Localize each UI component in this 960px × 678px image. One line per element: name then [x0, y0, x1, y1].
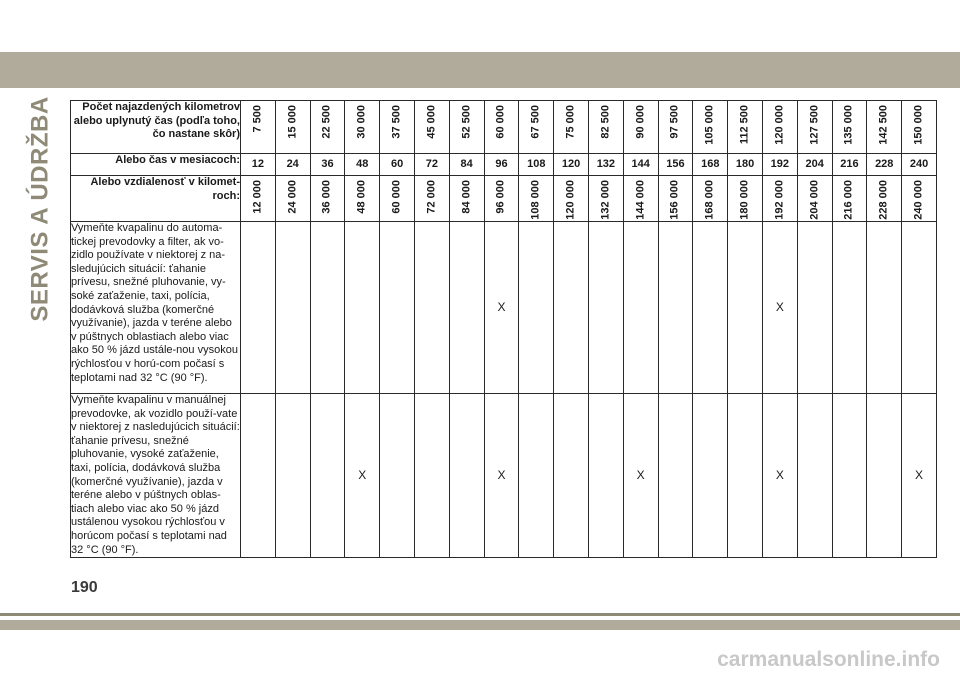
- distance-value: 96 000: [494, 180, 507, 214]
- distance-cell: [519, 176, 554, 222]
- months-value: 180: [728, 154, 763, 176]
- distance-cell: [728, 176, 763, 222]
- distance-cell: [658, 176, 693, 222]
- distance-cell: [902, 176, 937, 222]
- distance-value: 120 000: [564, 180, 577, 220]
- schedule-mark: [797, 222, 832, 394]
- schedule-mark: [380, 394, 415, 558]
- distance-value: 132 000: [599, 180, 612, 220]
- distance-cell: [449, 176, 484, 222]
- distance-value: 12 000: [251, 180, 264, 214]
- months-value: 192: [762, 154, 797, 176]
- mileage-cell: [414, 101, 449, 154]
- mileage-value: 37 500: [390, 105, 403, 139]
- schedule-mark: [728, 222, 763, 394]
- schedule-mark: X: [902, 394, 937, 558]
- mileage-value: 45 000: [425, 105, 438, 139]
- mileage-value: 60 000: [494, 105, 507, 139]
- schedule-mark: [519, 222, 554, 394]
- distance-value: 48 000: [355, 180, 368, 214]
- schedule-mark: [658, 394, 693, 558]
- schedule-mark: [449, 394, 484, 558]
- months-value: 228: [867, 154, 902, 176]
- section-side-tab: [26, 94, 56, 324]
- schedule-mark: [380, 222, 415, 394]
- schedule-mark: [345, 222, 380, 394]
- schedule-mark: X: [762, 394, 797, 558]
- months-value: 24: [275, 154, 310, 176]
- mileage-value: 90 000: [634, 105, 647, 139]
- schedule-mark: X: [484, 394, 519, 558]
- distance-cell: [345, 176, 380, 222]
- task-description: Vymeňte kvapalinu do automa-tickej prevodovky a filter, ak vo-zidlo používate v niektorej z na-sledujúcich situácií: ťahanie prívesu, snežné pluhovanie, vy-soké zaťaženie, taxi, polícia, dodávková služba (komerčné využívanie), jazda v teréne alebo v púštnych oblastiach alebo viac ako 50 % jázd ustále-nou vysokou rýchlosťou v horú-com počasí s teplotami nad 32 °C (90 °F).: [71, 222, 241, 394]
- mileage-cell: [449, 101, 484, 154]
- schedule-mark: [867, 222, 902, 394]
- mileage-value: 112 500: [738, 105, 751, 145]
- mileage-value: 127 500: [808, 105, 821, 145]
- mileage-cell: [484, 101, 519, 154]
- mileage-value: 75 000: [564, 105, 577, 139]
- schedule-mark: [275, 222, 310, 394]
- schedule-mark: [241, 222, 276, 394]
- schedule-mark: [797, 394, 832, 558]
- section-title: SERVIS A ÚDRŽBA: [27, 96, 54, 322]
- months-value: 72: [414, 154, 449, 176]
- mileage-value: 97 500: [668, 105, 681, 139]
- mileage-cell: [658, 101, 693, 154]
- schedule-mark: [554, 222, 589, 394]
- distance-value: 108 000: [529, 180, 542, 220]
- distance-cell: [588, 176, 623, 222]
- header-band: [0, 52, 960, 88]
- distance-value: 192 000: [773, 180, 786, 220]
- distance-cell: [623, 176, 658, 222]
- schedule-mark: [832, 222, 867, 394]
- mileage-cell: [867, 101, 902, 154]
- mileage-cell: [275, 101, 310, 154]
- mileage-value: 52 500: [460, 105, 473, 139]
- months-value: 144: [623, 154, 658, 176]
- schedule-mark: [867, 394, 902, 558]
- mileage-value: 142 500: [877, 105, 890, 145]
- distance-cell: [693, 176, 728, 222]
- schedule-mark: [241, 394, 276, 558]
- mileage-header-row: [71, 101, 937, 154]
- mileage-cell: [310, 101, 345, 154]
- mileage-cell: [902, 101, 937, 154]
- mileage-cell: [380, 101, 415, 154]
- months-value: 36: [310, 154, 345, 176]
- distance-cell: [484, 176, 519, 222]
- schedule-mark: [275, 394, 310, 558]
- distance-value: 216 000: [842, 180, 855, 220]
- schedule-mark: X: [623, 394, 658, 558]
- mileage-value: 22 500: [320, 105, 333, 139]
- distance-value: 228 000: [877, 180, 890, 220]
- distance-value: 204 000: [808, 180, 821, 220]
- mileage-value: 105 000: [703, 105, 716, 145]
- distance-value: 36 000: [320, 180, 333, 214]
- distance-cell: [832, 176, 867, 222]
- task-description: Vymeňte kvapalinu v manuálnej prevodovke, ak vozidlo použí-vate v niektorej z nasledujúcich situácií: ťahanie prívesu, snežné pluhovanie, vysoké zaťaženie, taxi, polícia, dodávková služba (komerčné využívanie), jazda v teréne alebo v púštnych oblas-tiach alebo viac ako 50 % jázd ustálenou vysokou rýchlosťou v horúcom počasí s teplotami nad 32 °C (90 °F).: [71, 394, 241, 558]
- mileage-cell: [797, 101, 832, 154]
- footer-band: [0, 620, 960, 630]
- mileage-value: 7 500: [251, 105, 264, 133]
- months-header-label: Alebo čas v mesiacoch:: [71, 154, 241, 176]
- distance-value: 180 000: [738, 180, 751, 220]
- schedule-mark: [588, 394, 623, 558]
- months-value: 216: [832, 154, 867, 176]
- mileage-cell: [623, 101, 658, 154]
- months-value: 240: [902, 154, 937, 176]
- mileage-cell: [762, 101, 797, 154]
- distance-value: 24 000: [286, 180, 299, 214]
- mileage-value: 135 000: [842, 105, 855, 145]
- months-value: 168: [693, 154, 728, 176]
- mileage-cell: [693, 101, 728, 154]
- distance-cell: [241, 176, 276, 222]
- mileage-value: 67 500: [529, 105, 542, 139]
- schedule-mark: [902, 222, 937, 394]
- schedule-mark: X: [762, 222, 797, 394]
- distance-header-row: [71, 176, 937, 222]
- distance-value: 84 000: [460, 180, 473, 214]
- distance-cell: [867, 176, 902, 222]
- months-value: 12: [241, 154, 276, 176]
- distance-cell: [275, 176, 310, 222]
- months-value: 132: [588, 154, 623, 176]
- schedule-mark: [414, 222, 449, 394]
- months-value: 156: [658, 154, 693, 176]
- schedule-mark: [728, 394, 763, 558]
- months-value: 108: [519, 154, 554, 176]
- schedule-mark: [588, 222, 623, 394]
- schedule-mark: [310, 222, 345, 394]
- mileage-value: 82 500: [599, 105, 612, 139]
- page-number: 190: [71, 579, 98, 596]
- watermark: carmanualsonline.info: [717, 648, 940, 671]
- mileage-cell: [728, 101, 763, 154]
- months-value: 60: [380, 154, 415, 176]
- schedule-mark: [449, 222, 484, 394]
- mileage-cell: [519, 101, 554, 154]
- schedule-mark: [693, 394, 728, 558]
- distance-value: 144 000: [634, 180, 647, 220]
- distance-value: 156 000: [668, 180, 681, 220]
- schedule-mark: [414, 394, 449, 558]
- mileage-cell: [345, 101, 380, 154]
- distance-cell: [797, 176, 832, 222]
- distance-cell: [414, 176, 449, 222]
- schedule-mark: [623, 222, 658, 394]
- schedule-mark: [658, 222, 693, 394]
- months-value: 96: [484, 154, 519, 176]
- task-row: [71, 394, 937, 558]
- distance-value: 168 000: [703, 180, 716, 220]
- mileage-value: 120 000: [773, 105, 786, 145]
- maintenance-schedule-table: [70, 100, 937, 558]
- distance-cell: [380, 176, 415, 222]
- mileage-value: 150 000: [912, 105, 925, 145]
- distance-header-label: Alebo vzdialenosť v kilomet-roch:: [71, 176, 241, 222]
- distance-value: 240 000: [912, 180, 925, 220]
- mileage-cell: [241, 101, 276, 154]
- distance-cell: [310, 176, 345, 222]
- months-header-row: [71, 154, 937, 176]
- footer-rule: [0, 613, 960, 616]
- mileage-value: 30 000: [355, 105, 368, 139]
- months-value: 48: [345, 154, 380, 176]
- mileage-cell: [832, 101, 867, 154]
- distance-cell: [762, 176, 797, 222]
- schedule-mark: [310, 394, 345, 558]
- distance-cell: [554, 176, 589, 222]
- schedule-mark: [832, 394, 867, 558]
- schedule-mark: X: [484, 222, 519, 394]
- mileage-value: 15 000: [286, 105, 299, 139]
- schedule-mark: [554, 394, 589, 558]
- months-value: 120: [554, 154, 589, 176]
- mileage-header-label: Počet najazdených kilometrov alebo uplynutý čas (podľa toho, čo nastane skôr): [71, 101, 241, 154]
- months-value: 84: [449, 154, 484, 176]
- mileage-cell: [588, 101, 623, 154]
- task-row: [71, 222, 937, 394]
- schedule-mark: [519, 394, 554, 558]
- schedule-mark: [693, 222, 728, 394]
- distance-value: 60 000: [390, 180, 403, 214]
- mileage-cell: [554, 101, 589, 154]
- distance-value: 72 000: [425, 180, 438, 214]
- schedule-mark: X: [345, 394, 380, 558]
- months-value: 204: [797, 154, 832, 176]
